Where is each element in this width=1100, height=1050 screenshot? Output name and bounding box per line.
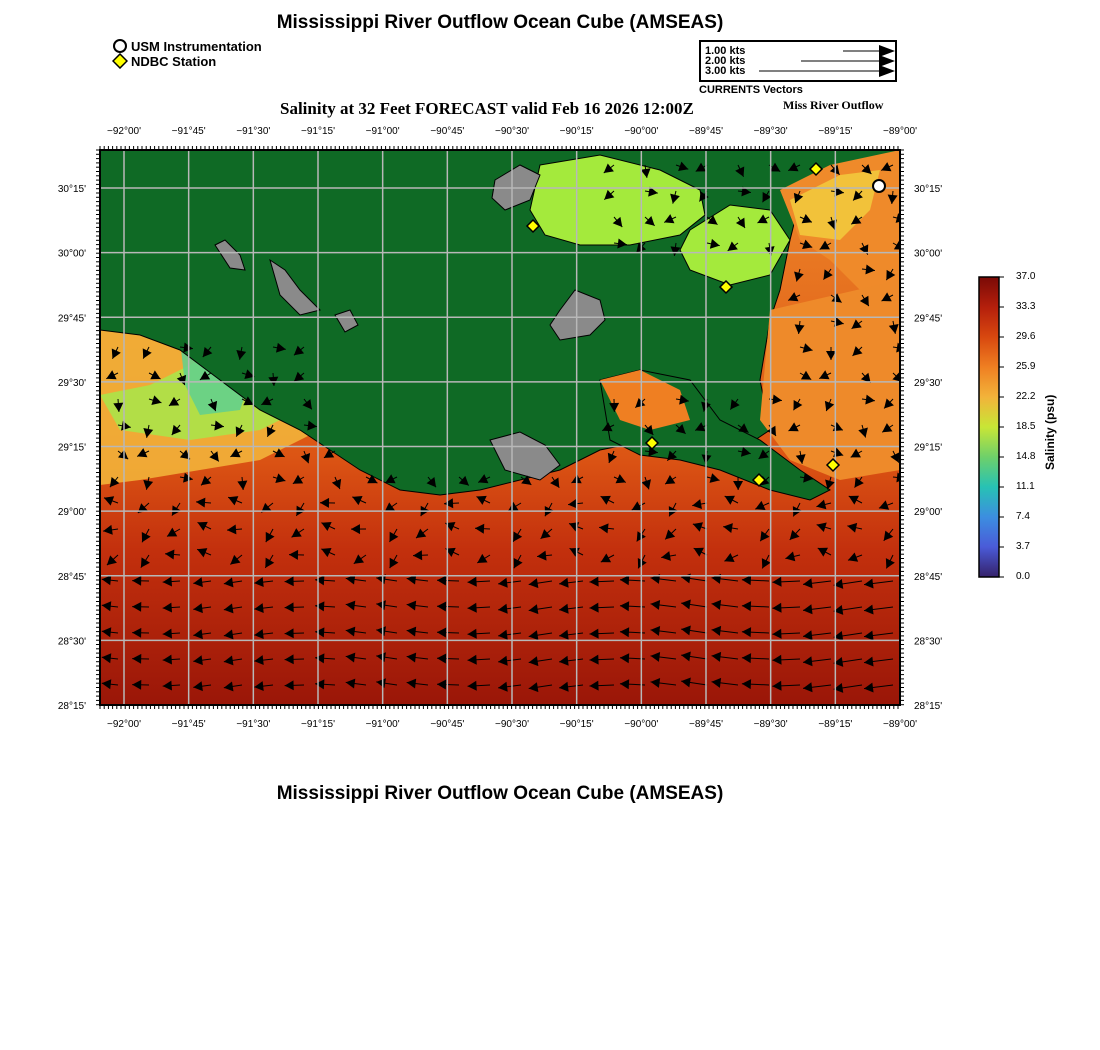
page-title: Mississippi River Outflow Ocean Cube (AMSEAS): [276, 12, 724, 33]
colorbar-tick-label: 25.9: [1016, 361, 1036, 372]
colorbar-tick-label: 22.2: [1016, 391, 1036, 402]
lon-tick-label: −89°30': [753, 126, 788, 137]
lon-tick-label: −91°00': [365, 126, 400, 137]
lon-tick-label: −90°45': [430, 126, 465, 137]
lon-tick-label: −91°45': [171, 719, 206, 730]
colorbar-tick-label: 37.0: [1016, 271, 1036, 282]
longitude-labels-top: [107, 126, 917, 137]
lat-tick-label: 28°45': [914, 571, 943, 583]
lon-tick-label: −91°00': [365, 719, 400, 730]
lon-tick-label: −90°00': [624, 719, 659, 730]
lon-tick-label: −91°30': [236, 126, 271, 137]
colorbar-tick-label: 7.4: [1016, 511, 1030, 522]
ndbc-legend-label: NDBC Station: [131, 53, 217, 69]
lon-tick-label: −91°15': [301, 719, 335, 730]
colorbar-tick-label: 29.6: [1016, 331, 1036, 342]
vector-row-1: 1.00 kts: [705, 45, 746, 57]
lat-tick-label: 28°15': [914, 701, 943, 712]
usm-legend-label: USM Instrumentation: [131, 38, 262, 54]
vector-caption: CURRENTS Vectors: [699, 84, 803, 96]
lon-tick-label: −91°15': [301, 126, 335, 137]
lon-tick-label: −92°00': [107, 126, 141, 137]
colorbar-tick-label: 18.5: [1016, 421, 1036, 432]
region-label: Miss River Outflow: [783, 98, 884, 112]
lat-tick-label: 29°30': [57, 377, 86, 389]
lat-tick-label: 29°45': [57, 313, 86, 325]
colorbar-title: Salinity (psu): [1043, 394, 1057, 470]
colorbar-tick-label: 11.1: [1016, 481, 1035, 492]
lat-tick-label: 29°00': [914, 507, 943, 519]
latitude-labels-left: [58, 184, 86, 712]
lat-tick-label: 29°00': [57, 507, 86, 519]
salinity-colorbar: [975, 274, 1005, 580]
lon-tick-label: −89°00': [883, 126, 917, 137]
lat-tick-label: 28°30': [914, 636, 943, 648]
lon-tick-label: −89°30': [753, 719, 788, 730]
lon-tick-label: −90°30': [495, 126, 529, 137]
lat-tick-label: 28°15': [57, 701, 86, 712]
lat-tick-label: 28°30': [57, 636, 86, 648]
lat-tick-label: 30°15': [914, 184, 943, 195]
map-subtitle: Salinity at 32 Feet FORECAST valid Feb 16 2026 12:00Z: [280, 99, 694, 118]
lon-tick-label: −89°15': [818, 719, 853, 730]
lat-tick-label: 29°45': [914, 313, 943, 325]
lon-tick-label: −89°00': [883, 719, 917, 730]
vector-row-2: 2.00 kts: [705, 55, 746, 67]
lon-tick-label: −91°45': [171, 126, 206, 137]
lon-tick-label: −90°00': [624, 126, 659, 137]
lon-tick-label: −90°15': [559, 126, 594, 137]
colorbar-tick-label: 3.7: [1016, 541, 1030, 552]
lat-tick-label: 29°15': [914, 442, 943, 454]
lat-tick-label: 30°15': [57, 184, 86, 195]
lon-tick-label: −92°00': [107, 719, 141, 730]
colorbar-tick-label: 0.0: [1016, 571, 1030, 582]
lon-tick-label: −90°45': [430, 719, 465, 730]
lon-tick-label: −89°45': [689, 126, 723, 137]
lat-tick-label: 29°15': [57, 442, 86, 454]
footer-title: Mississippi River Outflow Ocean Cube (AMSEAS): [276, 783, 724, 804]
colorbar-tick-label: 14.8: [1016, 451, 1036, 462]
lon-tick-label: −89°45': [689, 719, 723, 730]
colorbar-tick-label: 33.3: [1016, 301, 1036, 312]
lat-tick-label: 28°45': [57, 571, 86, 583]
lon-tick-label: −90°30': [495, 719, 529, 730]
longitude-labels-bottom: [107, 719, 917, 730]
lat-tick-label: 30°00': [914, 248, 943, 260]
usm-station[interactable]: [873, 180, 885, 192]
lon-tick-label: −91°30': [236, 719, 271, 730]
latitude-labels-right: [914, 184, 942, 712]
vector-row-3: 3.00 kts: [705, 65, 746, 77]
lat-tick-label: 29°30': [914, 377, 943, 389]
lon-tick-label: −89°15': [818, 126, 853, 137]
lon-tick-label: −90°15': [559, 719, 594, 730]
lat-tick-label: 30°00': [57, 248, 86, 260]
